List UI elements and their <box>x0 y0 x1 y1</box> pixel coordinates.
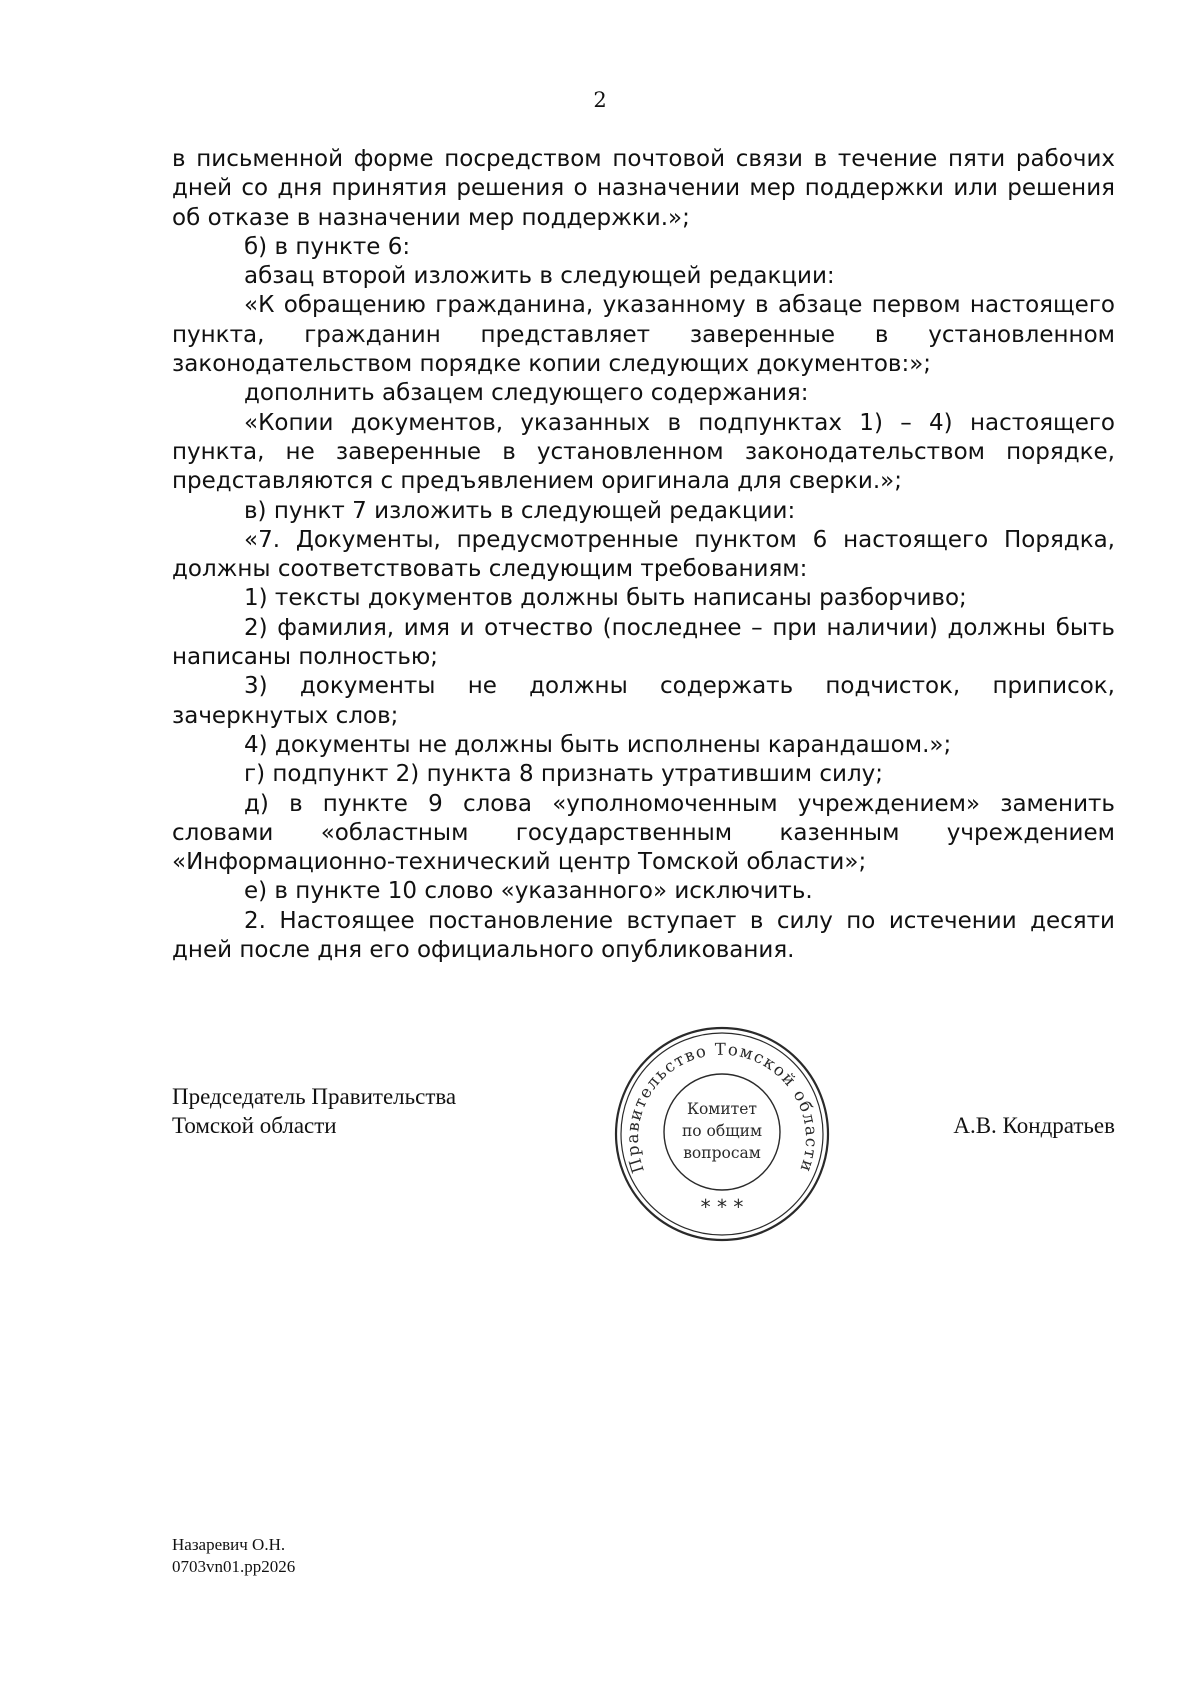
stamp-center-line1: Комитет <box>686 1100 758 1118</box>
stamp-center-line3: вопросам <box>683 1144 761 1162</box>
page-number: 2 <box>593 88 607 112</box>
executor-block <box>172 1534 295 1578</box>
stamp-ring-label: Правительство Томской области <box>622 1039 822 1176</box>
stamp-center-line2: по общим <box>681 1122 763 1140</box>
paragraph-point-7: «7. Документы, предусмотренные пунктом 6 настоящего Порядка, должны соответствовать следующим требованиям: <box>172 526 1115 583</box>
signature-title-line1: Председатель Правительства <box>172 1084 457 1109</box>
signature-title <box>172 1082 456 1140</box>
paragraph-item-d: д) в пункте 9 слова «уполномоченным учреждением» заменить словами «областным государственным казенным учреждением «Информационно-технический центр Томской области»; <box>172 790 1115 876</box>
paragraph-requirement-1: 1) тексты документов должны быть написаны разборчиво; <box>244 585 967 612</box>
paragraph-item-b: б) в пункте 6: <box>244 233 411 260</box>
stamp-stars: * * * <box>700 1195 744 1219</box>
paragraph-item-e: е) в пункте 10 слово «указанного» исключить. <box>244 878 813 905</box>
paragraph-effective-date: 2. Настоящее постановление вступает в силу по истечении десяти дней после дня его официального опубликования. <box>172 907 1115 964</box>
paragraph-supplement-intro: дополнить абзацем следующего содержания: <box>244 380 809 407</box>
signatory-name: А.В. Кондратьев <box>953 1113 1115 1138</box>
paragraph-item-v: в) пункт 7 изложить в следующей редакции: <box>244 497 796 524</box>
paragraph-requirement-4: 4) документы не должны быть исполнены карандашом.»; <box>244 731 952 758</box>
signature-title-line2: Томской области <box>172 1113 337 1138</box>
paragraph-continuation: в письменной форме посредством почтовой связи в течение пяти рабочих дней со дня принятия решения о назначении мер поддержки или решения об отказе в назначении мер поддержки.»; <box>172 146 1115 231</box>
paragraph-amendment-text: «К обращению гражданина, указанному в абзаце первом настоящего пункта, гражданин представляет заверенные в установленном законодательством порядке копии следующих документов:»; <box>172 292 1115 378</box>
document-body <box>172 145 1115 965</box>
executor-name: Назаревич О.Н. <box>172 1535 286 1554</box>
official-stamp <box>612 1024 832 1244</box>
paragraph-item-g: г) подпункт 2) пункта 8 признать утратившим силу; <box>244 761 884 788</box>
paragraph-amendment-intro: абзац второй изложить в следующей редакции: <box>244 263 835 290</box>
paragraph-requirement-2: 2) фамилия, имя и отчество (последнее – при наличии) должны быть написаны полностью; <box>172 614 1115 671</box>
document-code: 0703vn01.pp2026 <box>172 1557 296 1576</box>
stamp-graphic <box>612 1024 832 1244</box>
paragraph-supplement-text: «Копии документов, указанных в подпунктах 1) – 4) настоящего пункта, не заверенные в установленном законодательством порядке, представляются с предъявлением оригинала для сверки.»; <box>172 409 1115 495</box>
paragraph-requirement-3: 3) документы не должны содержать подчисток, приписок, зачеркнутых слов; <box>172 673 1115 729</box>
